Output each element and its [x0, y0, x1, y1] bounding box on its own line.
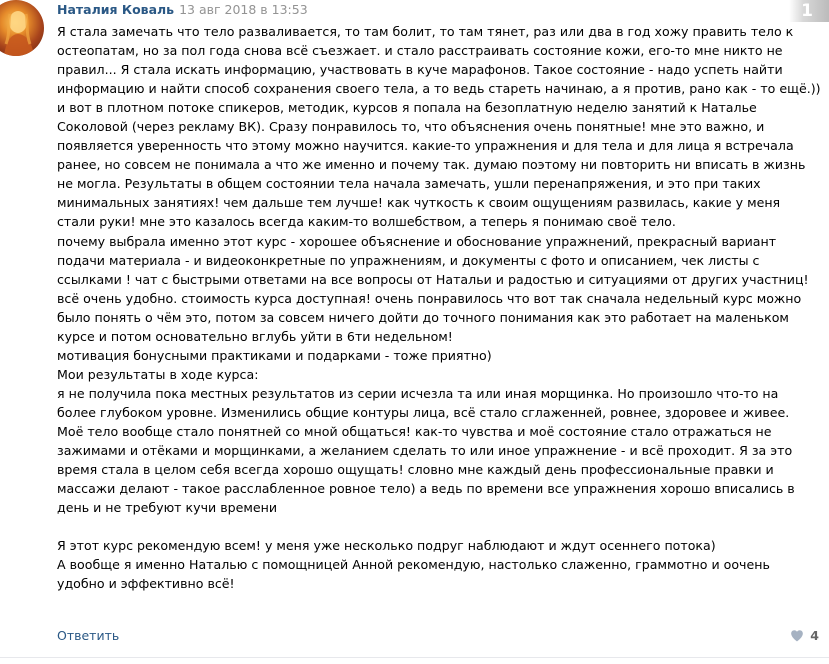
comment-line: не могла. Результаты в общем состоянии тела начала замечать, ушли перенапряжения, и это при таких	[57, 176, 761, 192]
comment-line: Мои результаты в ходе курса:	[57, 366, 259, 382]
comment-line: стали руки! мне это казалось всегда каким-то волшебством, а теперь я понимаю своё тело.	[57, 214, 676, 230]
comment-line: А вообще я именно Наталью с помощницей Анной рекомендую, настолько слаженно, граммотно и оочень	[57, 557, 770, 573]
comment-line: всё очень удобно. стоимость курса доступная! очень понравилось что вот так сначала недельный курс можно	[57, 290, 802, 306]
comment-line: подачи материала - и видеоконкретные по упражнениям, и документы с фото и описанием, чек листы с	[57, 252, 760, 268]
comment-line: зажимами и отёками и морщинками, а желанием сделать то или иное упражнение - и всё проходит. Я за это	[57, 443, 793, 459]
comment-line: я не получила пока местных результатов из серии исчезла та или иная морщинка. Но произошло что-то на	[57, 385, 779, 401]
comment-line: массажи делают - такое расслабленное ровное тело) а ведь по времени все упражнения хорошо вписались в	[57, 481, 795, 497]
comment-line: появляется уверенность что этому можно научится. какие-то упражнения и для тела и для лица я встречала	[57, 138, 794, 154]
comment-line: почему выбрала именно этот курс - хорошее объяснение и обоснование упражнений, прекрасный вариант	[57, 233, 777, 249]
reply-link[interactable]: Ответить	[57, 628, 120, 643]
photo-counter: 1 2	[789, 0, 829, 22]
like-count: 4	[810, 628, 819, 643]
divider	[0, 657, 829, 658]
comment-line: время стала в целом себя всегда хорошо ощущать! словно мне каждый день профессиональные правки и	[57, 462, 774, 478]
comment-header	[57, 3, 308, 21]
comment-text	[57, 22, 825, 593]
comment-line: ранее, но совсем не понимала а что же именно и почему так. думаю поэтому ни повторить ни вписать в жизнь	[57, 157, 806, 173]
comment-line: и вот в плотном потоке спикеров, методик, курсов я попала на безоплатную неделю занятий к Наталье	[57, 100, 757, 116]
author-name[interactable]: Наталия Коваль	[57, 2, 175, 17]
comment-footer	[57, 626, 829, 646]
blank-line	[57, 517, 825, 536]
comment-line: курсе и потом основательно вглубь уйти в 6ти недельном!	[57, 328, 453, 344]
comment-line: Моё тело вообще стало понятней со мной общаться! как-то чувства и моё состояние стало отражаться не	[57, 423, 772, 439]
comment-line: мотивация бонусными практиками и подарками - тоже приятно)	[57, 347, 492, 363]
comment-line: было понять о чём это, потом за совсем ничего дойти до точного понимания как это работает на маленьком	[57, 309, 789, 325]
comment-line: правил... Я стала искать информацию, участвовать в куче марафонов. Такое состояние - надо успеть найти	[57, 62, 783, 78]
comment-line: Я стала замечать что тело разваливается, то там болит, то там тянет, раз или два в год хожу править тело к	[57, 24, 794, 39]
comment-line: удобно и эффективно всё!	[57, 576, 235, 592]
like-button[interactable]	[790, 628, 819, 644]
comment-line: минимальных занятиях! чем дальше тем лучше! как чуткость к своим ощущениям развилась, какие у меня	[57, 195, 781, 211]
comment-line: день и не требуют кучи времени	[57, 500, 278, 516]
heart-icon	[790, 627, 804, 646]
comment-line: более глубоком уровне. Изменились общие контуры лица, всё стало сглаженней, ровнее, здоровее и живее.	[57, 404, 790, 420]
comment-line: Соколовой (через рекламу ВК). Сразу понравилось то, что объяснения очень понятные! мне это важно, и	[57, 119, 765, 135]
comment-line: ссылками ! чат с быстрыми ответами на все вопросы от Натальи и радостью и ситуациями от других участниц!	[57, 271, 809, 287]
comment-line: остеопатам, но за пол года снова всё съезжает. и стало расстраивать состояние кожи, его-то мне никто не	[57, 43, 783, 59]
comment-line: Я этот курс рекомендую всем! у меня уже несколько подруг наблюдают и ждут осеннего потока)	[57, 538, 716, 554]
comment-line: информацию и найти способ сохранения своего тела, а то ведь стареть начинаю, а я против, рано как - то ещё.))	[57, 81, 821, 97]
avatar[interactable]	[0, 0, 44, 56]
comment-date[interactable]: 13 авг 2018 в 13:53	[179, 2, 308, 17]
